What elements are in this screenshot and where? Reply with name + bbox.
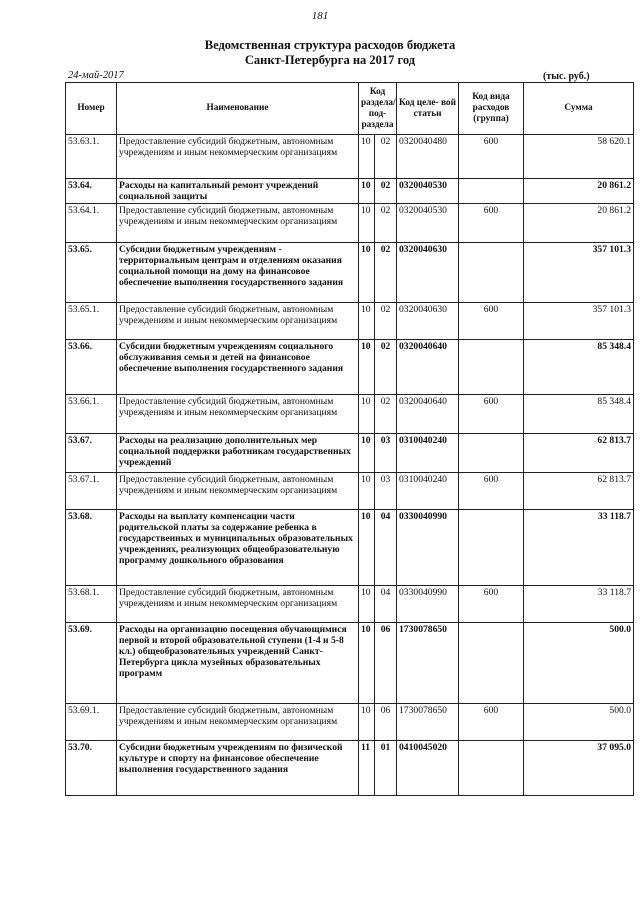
row-number: 53.69.1.: [66, 704, 117, 741]
row-target-code: 0310040240: [397, 434, 459, 473]
table-row: [66, 623, 634, 704]
row-expense-kind: [459, 434, 524, 473]
row-expense-kind: 600: [459, 586, 524, 623]
row-subsection: 03: [375, 473, 397, 510]
row-section: 10: [359, 179, 375, 204]
row-name: Субсидии бюджетным учреждениям по физической культуре и спорту на финансовое обеспечение выполнения государственного задания: [117, 741, 359, 796]
row-subsection: 04: [375, 510, 397, 586]
row-section: 10: [359, 510, 375, 586]
row-name: Предоставление субсидий бюджетным, автономным учреждениям и иным некоммерческим организациям: [117, 704, 359, 741]
row-sum: 357 101.3: [524, 303, 634, 340]
table-row: [66, 510, 634, 586]
table-row: [66, 704, 634, 741]
row-number: 53.64.: [66, 179, 117, 204]
row-target-code: 0320040530: [397, 204, 459, 243]
row-target-code: 0310040240: [397, 473, 459, 510]
row-name: Субсидии бюджетным учреждениям социального обслуживания семьи и детей на финансовое обеспечение выполнения государственного задания: [117, 340, 359, 395]
row-number: 53.63.1.: [66, 135, 117, 179]
row-number: 53.67.: [66, 434, 117, 473]
row-number: 53.67.1.: [66, 473, 117, 510]
table-row: [66, 204, 634, 243]
row-sum: 58 620.1: [524, 135, 634, 179]
table-row: [66, 340, 634, 395]
row-sum: 500.0: [524, 704, 634, 741]
title-line-2: Санкт-Петербурга на 2017 год: [244, 53, 416, 67]
row-subsection: 04: [375, 586, 397, 623]
row-sum: 357 101.3: [524, 243, 634, 303]
row-sum: 33 118.7: [524, 510, 634, 586]
table-row: [66, 473, 634, 510]
row-target-code: 0330040990: [397, 510, 459, 586]
table-row: [66, 434, 634, 473]
row-section: 10: [359, 204, 375, 243]
row-name: Предоставление субсидий бюджетным, автономным учреждениям и иным некоммерческим организациям: [117, 135, 359, 179]
row-section: 10: [359, 586, 375, 623]
row-target-code: 1730078650: [397, 623, 459, 704]
row-sum: 62 813.7: [524, 473, 634, 510]
row-target-code: 0320040480: [397, 135, 459, 179]
row-sum: 85 348.4: [524, 340, 634, 395]
row-section: 10: [359, 704, 375, 741]
row-target-code: 0320040640: [397, 395, 459, 434]
header-target: Код целе- вой статьи: [397, 83, 459, 135]
row-name: Предоставление субсидий бюджетным, автономным учреждениям и иным некоммерческим организациям: [117, 473, 359, 510]
row-section: 10: [359, 135, 375, 179]
row-sum: 500.0: [524, 623, 634, 704]
row-subsection: 02: [375, 395, 397, 434]
row-number: 53.64.1.: [66, 204, 117, 243]
row-expense-kind: 600: [459, 473, 524, 510]
row-subsection: 02: [375, 179, 397, 204]
title-line-1: Ведомственная структура расходов бюджета: [204, 38, 456, 52]
table-row: [66, 303, 634, 340]
row-expense-kind: [459, 179, 524, 204]
row-name: Субсидии бюджетным учреждениям - территориальным центрам и отделениям оказания социальной помощи на дому на финансовое обеспечение выполнения государственного задания: [117, 243, 359, 303]
budget-table: [65, 82, 634, 796]
row-name: Расходы на организацию посещения обучающимися первой и второй образовательной ступени (1-4 и 5-8 кл.) общеобразовательных учреждений Санкт-Петербурга цикла музейных образовательных программ: [117, 623, 359, 704]
row-section: 10: [359, 395, 375, 434]
row-target-code: 0320040630: [397, 303, 459, 340]
table-row: [66, 586, 634, 623]
row-section: 10: [359, 623, 375, 704]
row-number: 53.70.: [66, 741, 117, 796]
row-sum: 85 348.4: [524, 395, 634, 434]
row-subsection: 02: [375, 135, 397, 179]
row-expense-kind: 600: [459, 303, 524, 340]
row-sum: 20 861.2: [524, 179, 634, 204]
header-number: Номер: [66, 83, 117, 135]
row-subsection: 06: [375, 623, 397, 704]
row-name: Расходы на реализацию дополнительных мер социальной поддержки работникам государственных учреждений: [117, 434, 359, 473]
row-number: 53.66.: [66, 340, 117, 395]
units-label: (тыс. руб.): [543, 71, 590, 82]
row-number: 53.66.1.: [66, 395, 117, 434]
page-number: 181: [311, 10, 329, 22]
header-section: Код раздела/ под- раздела: [359, 83, 397, 135]
row-expense-kind: [459, 243, 524, 303]
row-subsection: 02: [375, 243, 397, 303]
row-sum: 37 095.0: [524, 741, 634, 796]
row-number: 53.69.: [66, 623, 117, 704]
table-row: [66, 179, 634, 204]
document-date: 24-май-2017: [68, 70, 124, 81]
row-expense-kind: 600: [459, 204, 524, 243]
table-header-row: [66, 83, 634, 135]
row-target-code: 0320040630: [397, 243, 459, 303]
row-expense-kind: [459, 741, 524, 796]
row-number: 53.65.: [66, 243, 117, 303]
table-row: [66, 741, 634, 796]
row-expense-kind: [459, 510, 524, 586]
row-section: 11: [359, 741, 375, 796]
header-kind: Код вида расходов (группа): [459, 83, 524, 135]
row-section: 10: [359, 303, 375, 340]
row-name: Расходы на капитальный ремонт учреждений социальной защиты: [117, 179, 359, 204]
document-title: [0, 38, 640, 68]
row-name: Предоставление субсидий бюджетным, автономным учреждениям и иным некоммерческим организациям: [117, 204, 359, 243]
row-name: Предоставление субсидий бюджетным, автономным учреждениям и иным некоммерческим организациям: [117, 395, 359, 434]
row-sum: 33 118.7: [524, 586, 634, 623]
row-target-code: 1730078650: [397, 704, 459, 741]
row-target-code: 0330040990: [397, 586, 459, 623]
row-target-code: 0410045020: [397, 741, 459, 796]
row-name: Предоставление субсидий бюджетным, автономным учреждениям и иным некоммерческим организациям: [117, 586, 359, 623]
row-subsection: 02: [375, 340, 397, 395]
table-row: [66, 395, 634, 434]
row-subsection: 03: [375, 434, 397, 473]
row-name: Предоставление субсидий бюджетным, автономным учреждениям и иным некоммерческим организациям: [117, 303, 359, 340]
row-expense-kind: 600: [459, 704, 524, 741]
row-subsection: 02: [375, 303, 397, 340]
row-expense-kind: [459, 340, 524, 395]
row-expense-kind: 600: [459, 135, 524, 179]
row-subsection: 01: [375, 741, 397, 796]
row-subsection: 02: [375, 204, 397, 243]
row-name: Расходы на выплату компенсации части родительской платы за содержание ребенка в государственных и муниципальных образовательных учреждениях, реализующих общеобразовательную программу дошкольного образования: [117, 510, 359, 586]
row-expense-kind: [459, 623, 524, 704]
row-number: 53.68.1.: [66, 586, 117, 623]
row-subsection: 06: [375, 704, 397, 741]
row-target-code: 0320040530: [397, 179, 459, 204]
row-section: 10: [359, 434, 375, 473]
row-sum: 20 861.2: [524, 204, 634, 243]
table-row: [66, 135, 634, 179]
row-number: 53.68.: [66, 510, 117, 586]
header-name: Наименование: [117, 83, 359, 135]
row-section: 10: [359, 340, 375, 395]
row-section: 10: [359, 243, 375, 303]
header-sum: Сумма: [524, 83, 634, 135]
row-sum: 62 813.7: [524, 434, 634, 473]
row-target-code: 0320040640: [397, 340, 459, 395]
row-section: 10: [359, 473, 375, 510]
row-expense-kind: 600: [459, 395, 524, 434]
table-row: [66, 243, 634, 303]
row-number: 53.65.1.: [66, 303, 117, 340]
